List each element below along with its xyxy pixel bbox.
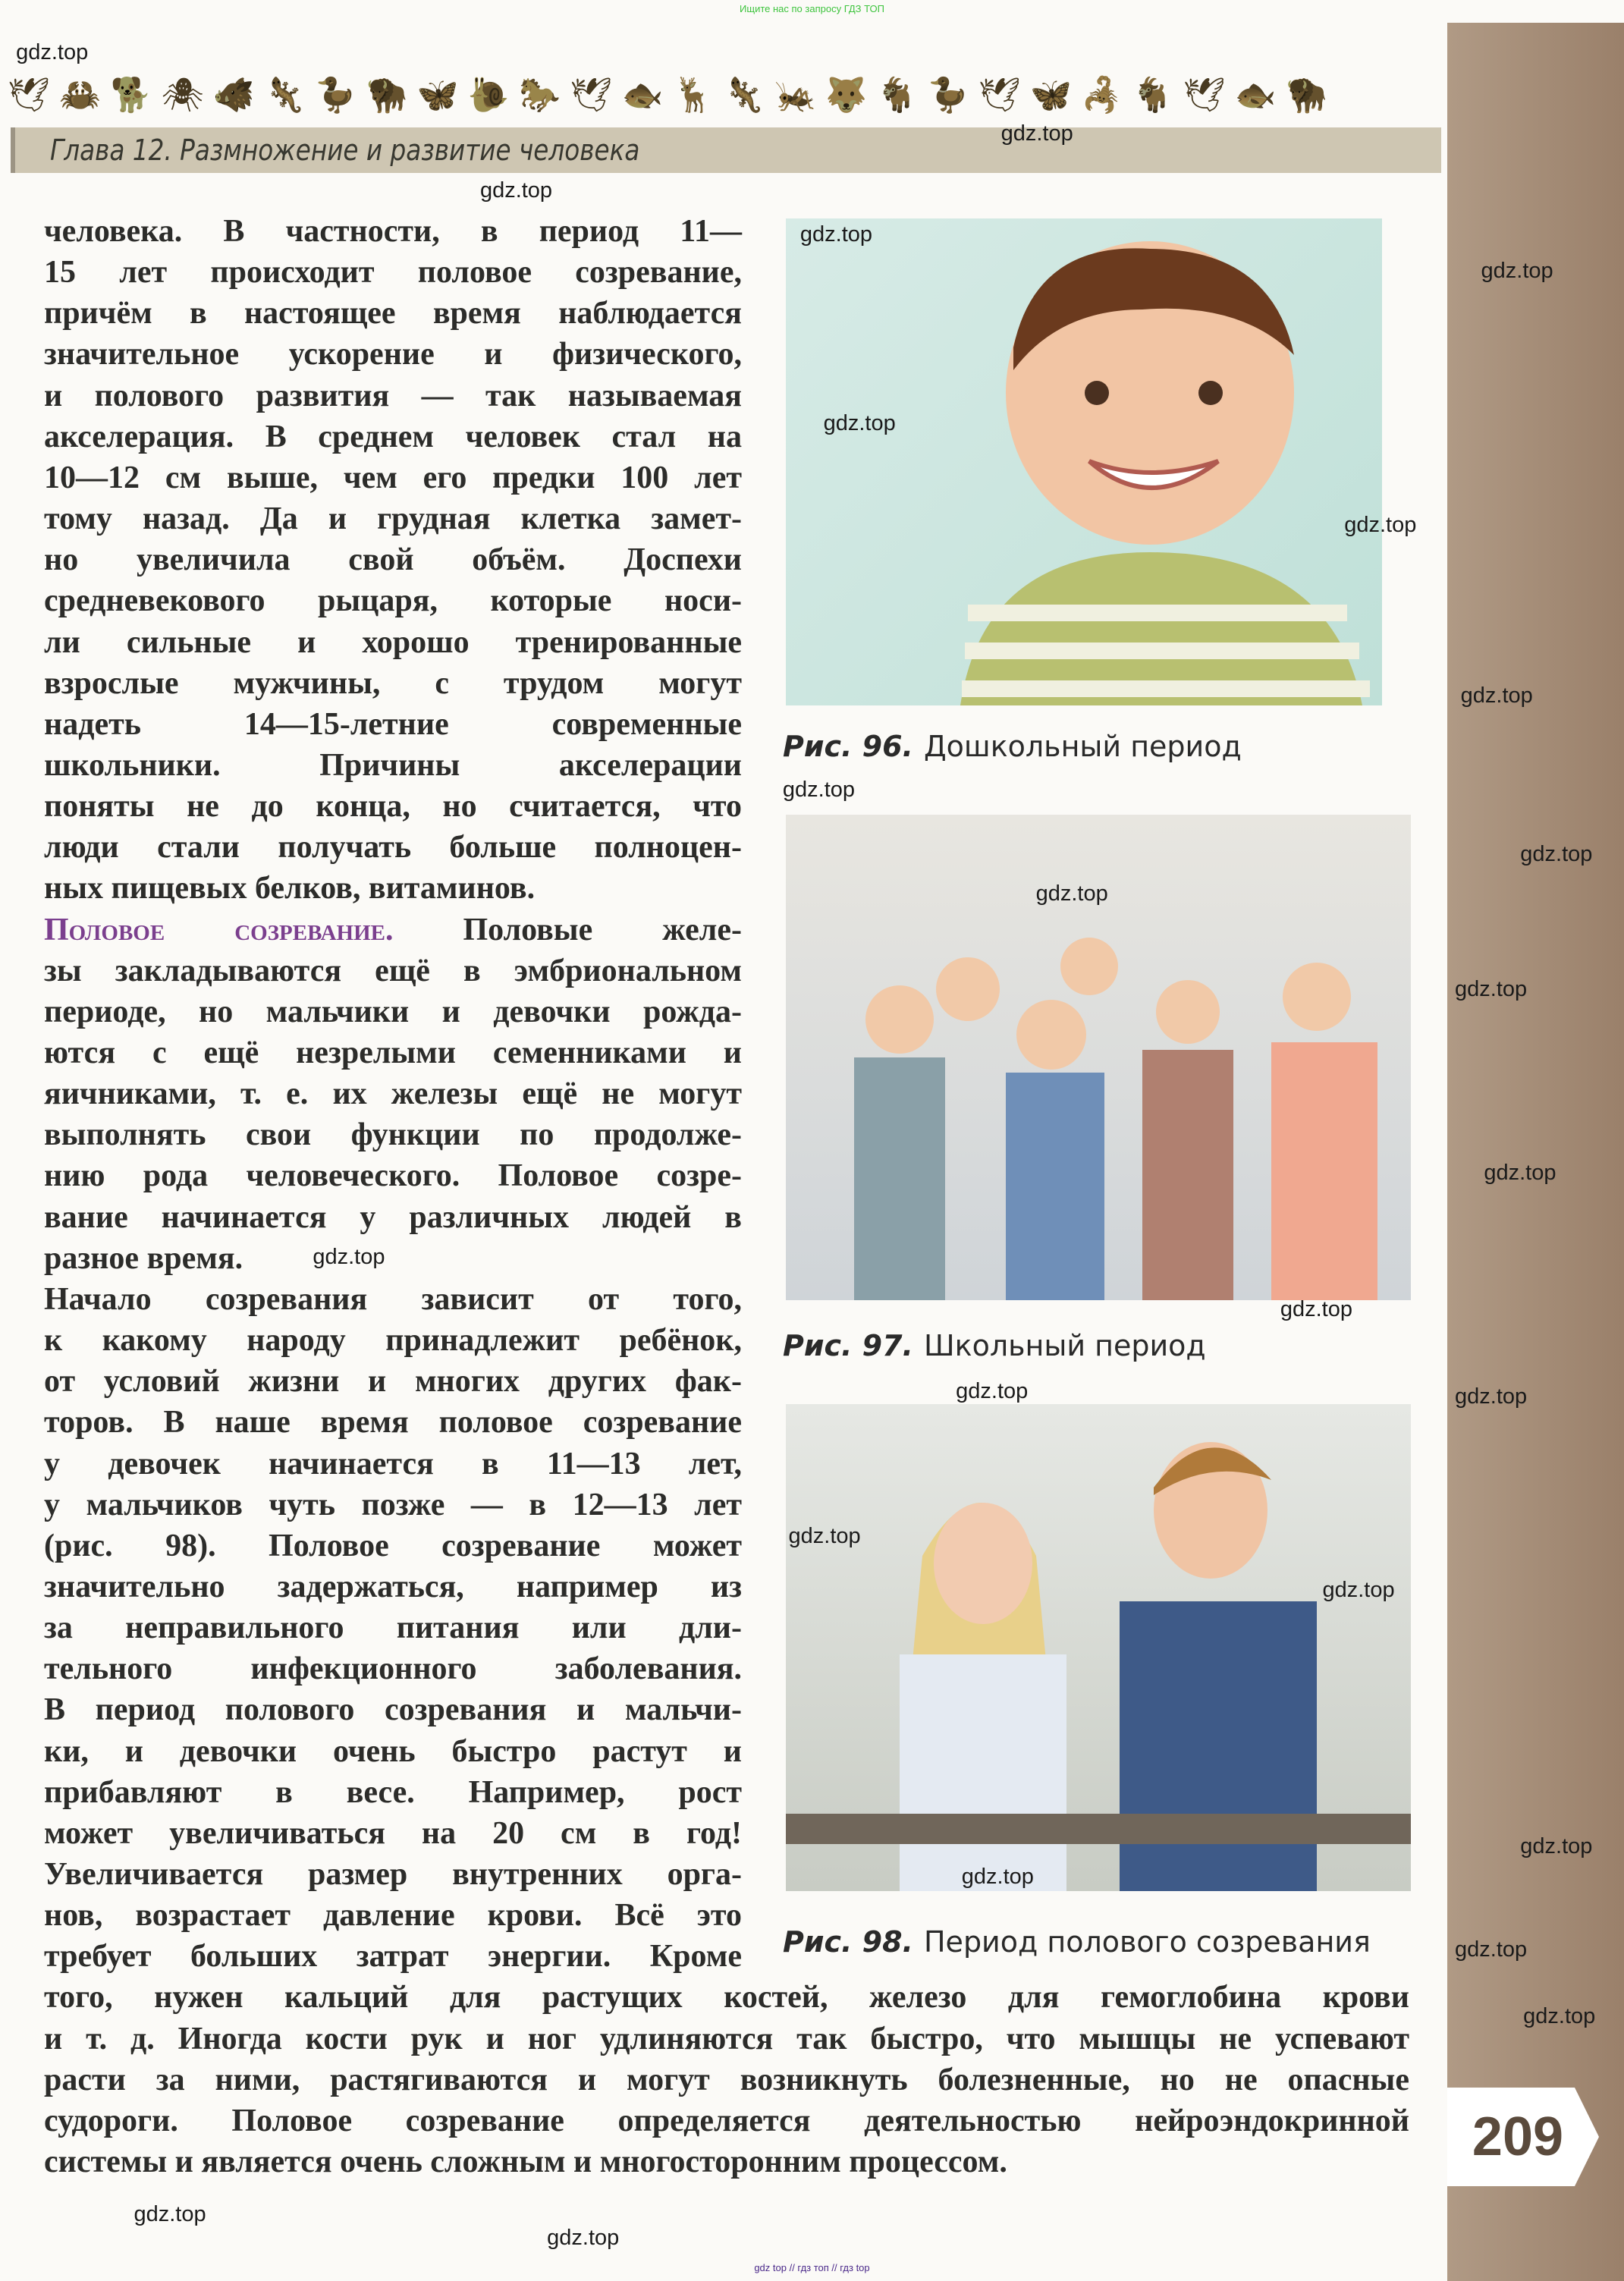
text-line: человека. В частности, в период 11—	[44, 214, 742, 249]
text-line: яичниками, т. е. их железы ещё не могут	[44, 1076, 742, 1112]
fish-icon: 🐟	[621, 77, 664, 114]
text-line: взрослые мужчины, с трудом могут	[44, 665, 742, 701]
figure-97-caption	[783, 1329, 1206, 1362]
gdz-watermark: gdz.top	[1523, 2004, 1596, 2029]
text-line: того, нужен кальций для растущих костей, железо для гемоглобина крови	[44, 1980, 1409, 2016]
text-line: вание начинается у различных людей в	[44, 1199, 742, 1235]
bird-icon: 🕊	[8, 77, 50, 114]
text-line: разное время.	[44, 1240, 243, 1276]
figure-96-photo-boy	[786, 218, 1382, 705]
gdz-watermark: gdz.top	[1322, 1578, 1395, 1603]
gdz-watermark: gdz.top	[1520, 841, 1593, 866]
section-rubric: Половое созревание.	[44, 912, 394, 947]
figure-97-number: Рис. 97.	[783, 1329, 913, 1362]
gdz-watermark: gdz.top	[956, 1378, 1029, 1403]
horse-icon: 🐎	[519, 77, 561, 114]
gdz-watermark: gdz.top	[1035, 881, 1108, 906]
snail-icon: 🐌	[467, 77, 510, 114]
gdz-watermark: gdz.top	[1280, 1297, 1352, 1322]
gdz-watermark: gdz.top	[479, 178, 553, 203]
crab-icon: 🦀	[59, 77, 102, 114]
dog-icon: 🐕	[110, 77, 152, 114]
gdz-watermark: gdz.top	[1481, 258, 1553, 283]
gdz-watermark: gdz.top	[799, 222, 873, 247]
text-line: ных пищевых белков, витаминов.	[44, 871, 536, 906]
gdz-watermark: gdz.top	[961, 1865, 1034, 1890]
deer-icon: 🦌	[672, 77, 715, 114]
chapter-title: Глава 12. Размножение и развитие человека	[50, 134, 640, 167]
figure-98-title: Период полового созревания	[923, 1925, 1371, 1959]
lizard-icon: 🦎	[264, 77, 306, 114]
text-line: расти за ними, растягиваются и могут возникнуть болезненные, но не опасные	[44, 2062, 1409, 2097]
text-line: у мальчиков чуть позже — в 12—13 лет	[44, 1487, 742, 1522]
butterfly-icon: 🦋	[416, 77, 459, 114]
text-line: зы закладываются ещё в эмбриональном	[44, 953, 742, 988]
text-line: значительно задержаться, например из	[44, 1569, 742, 1604]
text-line: системы и является очень сложным и многосторонним процессом.	[44, 2144, 1007, 2180]
figure-96-caption	[783, 730, 1242, 763]
gdz-watermark: gdz.top	[313, 1245, 385, 1270]
text-line: нию рода человеческого. Половое созре-	[44, 1158, 742, 1194]
bison-icon: 🦬	[366, 77, 408, 114]
gdz-watermark: gdz.top	[823, 411, 896, 436]
butterfly-icon: 🦋	[1030, 77, 1072, 114]
wolf-icon: 🐺	[825, 77, 867, 114]
bird-icon: 🕊	[570, 77, 613, 114]
fish-icon: 🐟	[1234, 77, 1277, 114]
text-line: В период полового созревания и мальчи-	[44, 1692, 742, 1728]
text-line: ли сильные и хорошо тренированные	[44, 624, 742, 660]
antelope-icon: 🐐	[876, 77, 919, 114]
figure-98-photo-teenagers	[786, 1404, 1411, 1891]
text-line: 10—12 см выше, чем его предки 100 лет	[44, 460, 742, 495]
text-line: люди стали получать больше полноцен-	[44, 830, 742, 866]
lizard-icon: 🦎	[723, 77, 765, 114]
goat-icon: 🐐	[1132, 77, 1174, 114]
text-line: у девочек начинается в 11—13 лет,	[44, 1446, 742, 1481]
figure-98-caption	[783, 1925, 1371, 1959]
gdz-watermark: gdz.top	[1455, 977, 1528, 1002]
figure-97-title: Школьный период	[923, 1329, 1206, 1362]
scorpion-icon: 🦂	[1081, 77, 1123, 114]
text-line: тельного инфекционного заболевания.	[44, 1651, 742, 1687]
gdz-watermark: gdz.top	[134, 2202, 206, 2227]
text-line: за неправильного питания или дли-	[44, 1610, 742, 1646]
insect-icon: 🦗	[774, 77, 816, 114]
bird-icon: 🕊	[978, 77, 1021, 114]
figure-96-title: Дошкольный период	[923, 730, 1242, 763]
duck-icon: 🦆	[927, 77, 969, 114]
gdz-watermark: gdz.top	[1520, 1833, 1593, 1858]
text-line: Увеличивается размер внутренних орга-	[44, 1857, 742, 1892]
text-line: Половое созревание. Половые желе-	[44, 912, 742, 947]
gdz-watermark: gdz.top	[1000, 121, 1073, 146]
text-line: Начало созревания зависит от того,	[44, 1281, 742, 1317]
spider-icon: 🕷	[161, 77, 204, 114]
text-line: значительное ускорение и физического,	[44, 337, 742, 372]
text-line: судороги. Половое созревание определяется деятельностью нейроэндокринной	[44, 2103, 1409, 2138]
bird-icon: 🕊	[1183, 77, 1226, 114]
text-line: выполнять свои функции по продолже-	[44, 1117, 742, 1153]
boar-icon: 🐗	[212, 77, 255, 114]
text-line: школьники. Причины акселерации	[44, 747, 742, 783]
text-line: может увеличиваться на 20 см в год!	[44, 1815, 742, 1851]
gdz-watermark: gdz.top	[1484, 1160, 1556, 1185]
text-line: акселерация. В среднем человек стал на	[44, 419, 742, 454]
text-line: 15 лет происходит половое созревание,	[44, 255, 742, 291]
search-hint-banner: Ищите нас по запросу ГДЗ ТОП	[740, 3, 884, 14]
text-line: ются с ещё незрелыми семенниками и	[44, 1035, 742, 1070]
text-line: но увеличила свой объём. Доспехи	[44, 542, 742, 578]
text-line: и полового развития — так называемая	[44, 378, 742, 413]
text-line: тому назад. Да и грудная клетка замет-	[44, 501, 742, 537]
teenagers-illustration	[786, 1404, 1411, 1891]
gdz-watermark: gdz.top	[16, 40, 89, 65]
text-line: прибавляют в весе. Например, рост	[44, 1774, 742, 1810]
boy-illustration	[786, 218, 1382, 705]
text-line: надеть 14—15-летние современные	[44, 706, 742, 742]
text-line: средневекового рыцаря, которые носи-	[44, 583, 742, 619]
gdz-watermark: gdz.top	[1344, 513, 1417, 538]
text-line: и т. д. Иногда кости рук и ног удлиняются так быстро, что мышцы не успевают	[44, 2021, 1409, 2056]
gdz-watermark: gdz.top	[782, 778, 856, 803]
gdz-watermark: gdz.top	[547, 2225, 620, 2250]
text-line: торов. В наше время половое созревание	[44, 1405, 742, 1441]
animal-ornament-row	[8, 73, 1327, 118]
gdz-watermark: gdz.top	[788, 1524, 861, 1549]
text-line: поняты не до конца, но считается, что	[44, 789, 742, 825]
text-line: причём в настоящее время наблюдается	[44, 296, 742, 331]
text-line: периоде, но мальчики и девочки рожда-	[44, 994, 742, 1029]
duck-icon: 🦆	[315, 77, 357, 114]
text-line: ки, и девочки очень быстро растут и	[44, 1733, 742, 1769]
text-line: к какому народу принадлежит ребёнок,	[44, 1323, 742, 1359]
text-line: от условий жизни и многих других фак-	[44, 1364, 742, 1400]
text-line: требует больших затрат энергии. Кроме	[44, 1939, 742, 1975]
bison-icon: 🦬	[1286, 77, 1327, 114]
footer-watermark: gdz top // гдз топ // гдз top	[754, 2262, 870, 2273]
text-line: нов, возрастает давление крови. Всё это	[44, 1898, 742, 1934]
figure-96-number: Рис. 96.	[783, 730, 913, 763]
page-number: 209	[1472, 2107, 1564, 2167]
gdz-watermark: gdz.top	[1455, 1384, 1528, 1409]
gdz-watermark: gdz.top	[1460, 683, 1533, 708]
text-line: (рис. 98). Половое созревание может	[44, 1528, 742, 1563]
gdz-watermark: gdz.top	[1455, 1937, 1528, 1962]
figure-98-number: Рис. 98.	[783, 1925, 913, 1959]
